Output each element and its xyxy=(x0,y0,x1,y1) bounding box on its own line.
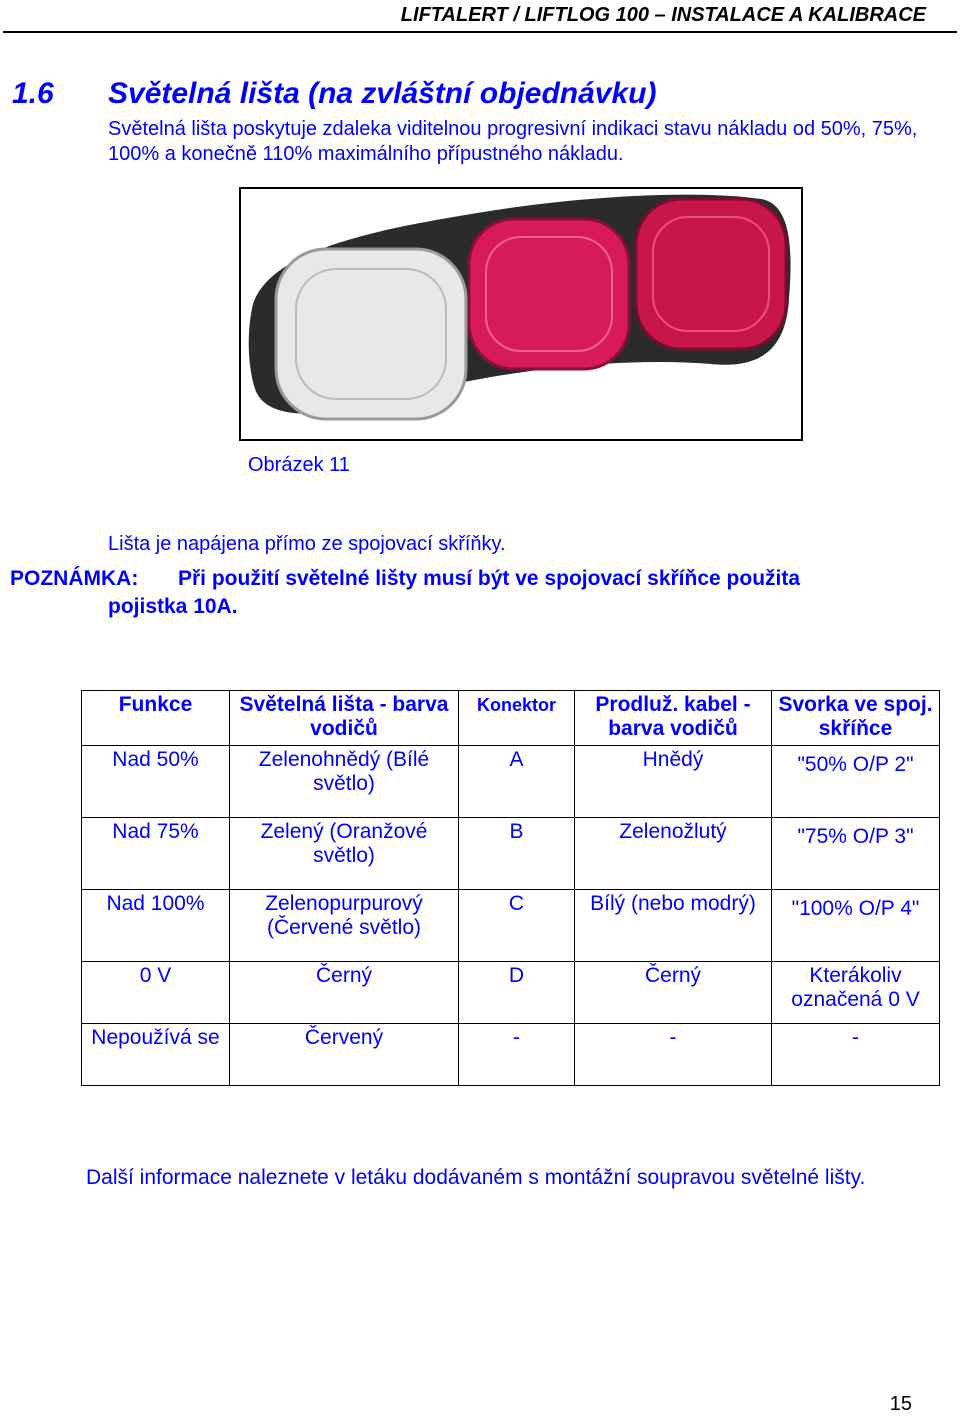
table-cell: B xyxy=(459,818,575,890)
table-row xyxy=(82,818,940,890)
header-cell: Prodluž. kabel - barva vodičů xyxy=(575,691,772,746)
power-text: Lišta je napájena přímo ze spojovací skříňky. xyxy=(108,533,506,555)
table-cell: Zelený (Oranžové světlo) xyxy=(230,818,459,890)
table-cell: - xyxy=(459,1024,575,1086)
table-row xyxy=(82,746,940,818)
table-cell: Černý xyxy=(230,962,459,1024)
table-cell: Zelenožlutý xyxy=(575,818,772,890)
table-header-row xyxy=(82,691,940,746)
footer-text: Další informace naleznete v letáku dodávaném s montážní soupravou světelné lišty. xyxy=(86,1166,866,1189)
light-bar-illustration xyxy=(241,189,801,439)
header-rule xyxy=(3,31,957,33)
note-text-line1: Při použití světelné lišty musí být ve spojovací skříňce použita xyxy=(178,567,801,590)
table-cell: Nepoužívá se xyxy=(82,1024,230,1086)
header-cell: Konektor xyxy=(459,691,575,746)
header-cell: Funkce xyxy=(82,691,230,746)
table-cell: Červený xyxy=(230,1024,459,1086)
table-cell: Hnědý xyxy=(575,746,772,818)
header-cell: Světelná lišta - barva vodičů xyxy=(230,691,459,746)
table-cell: Zelenohnědý (Bílé světlo) xyxy=(230,746,459,818)
table-cell: C xyxy=(459,890,575,962)
header-title: LIFTALERT / LIFTLOG 100 – INSTALACE A KALIBRACE xyxy=(400,4,926,26)
note-label: POZNÁMKA: xyxy=(10,567,139,590)
table-cell: Černý xyxy=(575,962,772,1024)
table-cell: Kterákoliv označená 0 V xyxy=(772,962,940,1024)
table-cell: Bílý (nebo modrý) xyxy=(575,890,772,962)
table-cell: Nad 75% xyxy=(82,818,230,890)
header-cell: Svorka ve spoj. skříňce xyxy=(772,691,940,746)
red-lamp-middle xyxy=(469,219,629,369)
table-cell: 0 V xyxy=(82,962,230,1024)
table-row xyxy=(82,962,940,1024)
table-cell: "100% O/P 4" xyxy=(772,890,940,962)
wiring-table xyxy=(81,690,940,1086)
table-cell: "75% O/P 3" xyxy=(772,818,940,890)
table-cell: Nad 50% xyxy=(82,746,230,818)
table-cell: D xyxy=(459,962,575,1024)
page-number: 15 xyxy=(889,1393,912,1415)
red-lamp-right xyxy=(636,199,786,349)
table-cell: - xyxy=(575,1024,772,1086)
table-cell: A xyxy=(459,746,575,818)
section-number: 1.6 xyxy=(12,77,54,110)
table-row xyxy=(82,1024,940,1086)
section-title: Světelná lišta (na zvláštní objednávku) xyxy=(108,77,657,110)
white-lamp xyxy=(276,249,466,419)
light-bar-photo xyxy=(239,187,803,441)
note-text-line2: pojistka 10A. xyxy=(108,595,238,618)
figure-caption: Obrázek 11 xyxy=(248,454,350,476)
table-cell: Zelenopurpurový (Červené světlo) xyxy=(230,890,459,962)
table-row xyxy=(82,890,940,962)
intro-paragraph: Světelná lišta poskytuje zdaleka viditelnou progresivní indikaci stavu nákladu od 50%, 75%, 100% a konečně 110% maximálního přípustného nákladu. xyxy=(108,118,918,165)
table-cell: Nad 100% xyxy=(82,890,230,962)
table-cell: - xyxy=(772,1024,940,1086)
table-cell: "50% O/P 2" xyxy=(772,746,940,818)
